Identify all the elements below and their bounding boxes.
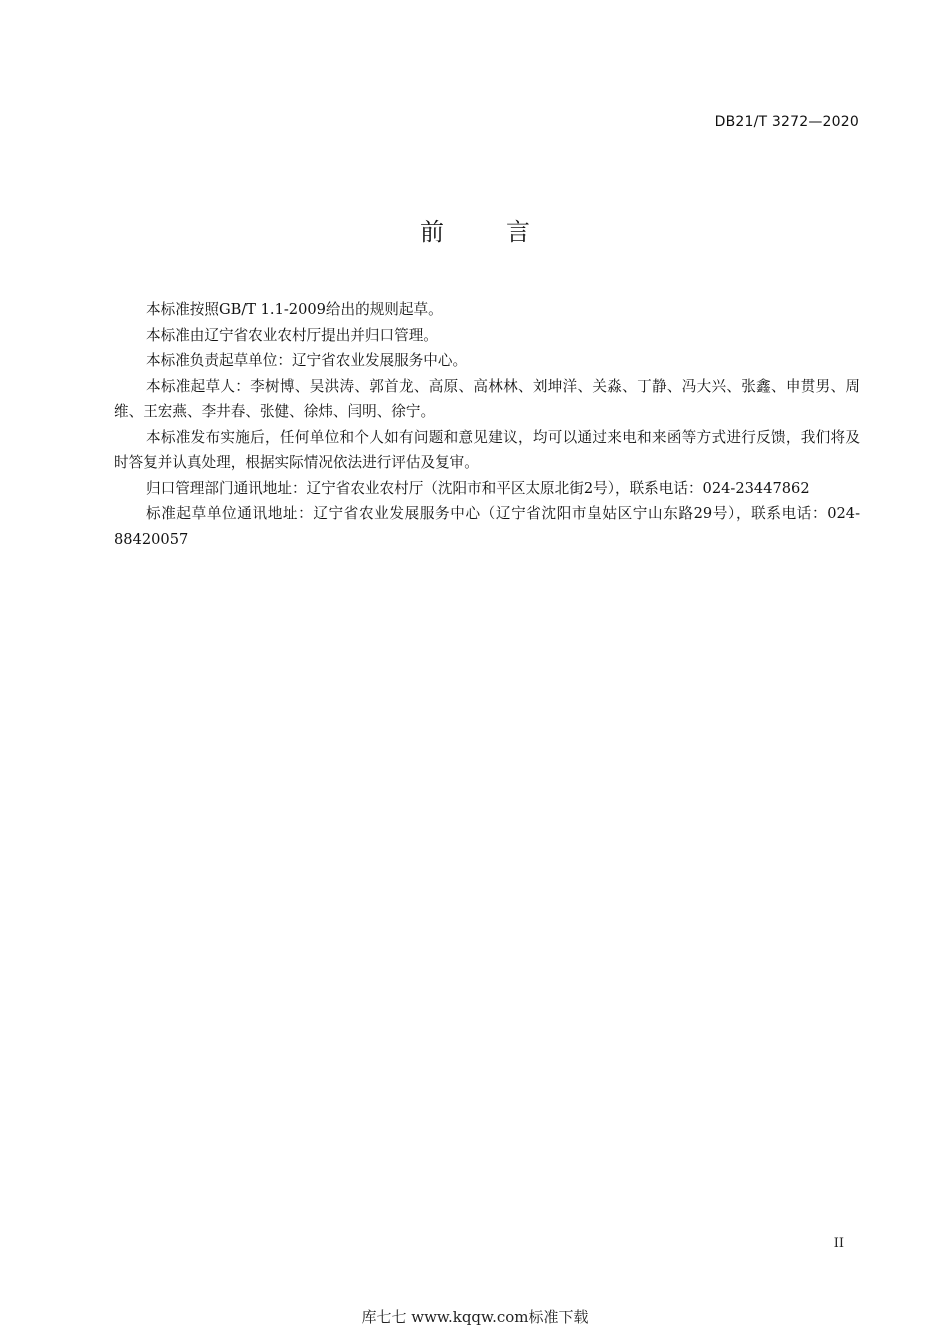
foreword-body <box>114 297 860 552</box>
title-char-1: 前 <box>420 218 444 246</box>
page-title <box>0 212 950 247</box>
paragraph-drafter-address: 标准起草单位通讯地址：辽宁省农业发展服务中心（辽宁省沈阳市皇姑区宁山东路29号），联系电话：024-88420057 <box>114 505 860 548</box>
paragraph-proposer: 本标准由辽宁省农业农村厅提出并归口管理。 <box>146 326 438 344</box>
paragraph-admin-address: 归口管理部门通讯地址：辽宁省农业农村厅（沈阳市和平区太原北街2号），联系电话：024-23447862 <box>146 479 810 497</box>
page-number: II <box>833 1236 844 1251</box>
paragraph-feedback: 本标准发布实施后，任何单位和个人如有问题和意见建议，均可以通过来电和来函等方式进行反馈，我们将及时答复并认真处理，根据实际情况依法进行评估及复审。 <box>114 428 860 471</box>
document-code: DB21/T 3272—2020 <box>714 114 859 130</box>
paragraph-drafting-unit: 本标准负责起草单位：辽宁省农业发展服务中心。 <box>146 352 468 369</box>
paragraph-drafters: 本标准起草人：李树博、吴洪涛、郭首龙、高原、高林林、刘坤洋、关淼、丁静、冯大兴、张鑫、申贯男、周维、王宏燕、李井春、张健、徐炜、闫明、徐宁。 <box>114 377 860 420</box>
title-char-2: 言 <box>506 218 530 246</box>
footer-watermark: 库七七 www.kqqw.com标准下载 <box>361 1308 589 1326</box>
paragraph-drafting-rules: 本标准按照GB/T 1.1-2009给出的规则起草。 <box>146 301 443 318</box>
